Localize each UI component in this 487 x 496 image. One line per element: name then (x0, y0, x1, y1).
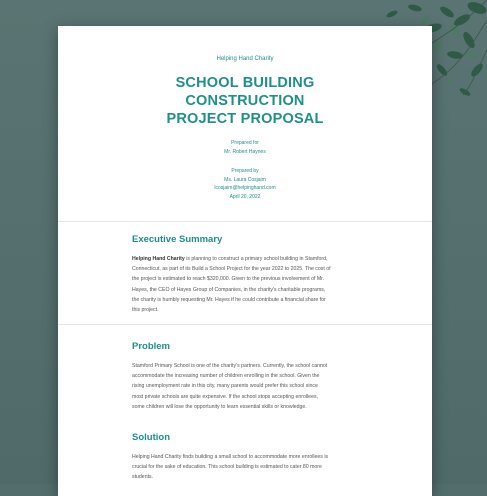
summary-line: this project. (132, 307, 159, 314)
cover-section (58, 26, 432, 221)
prepared-by-block (58, 167, 432, 201)
summary-line: is planning to construct a primary school building in Stamford, (184, 256, 328, 262)
problem-line: most private schools are quite expensive. If the school stops accepting enrollees, (132, 393, 318, 400)
summary-line: Connecticut, as part of its Build a School Project for the year 2022 to 2025. The cost of (132, 266, 331, 273)
problem-line: some children will lose the opportunity to learn essential skills or knowledge. (132, 403, 307, 410)
summary-line: the charity is humbly requesting Mr. Hayes if he could contribute a financial share for (132, 296, 326, 303)
prepared-by-email: lcosjaim@helpinghand.com (214, 185, 276, 191)
prepared-for-label: Prepared for (231, 140, 259, 146)
document-title (58, 74, 432, 128)
proposal-date: April 20, 2022 (229, 193, 261, 200)
title-line: SCHOOL BUILDING (175, 75, 315, 91)
organization-name: Helping Hand Charity (216, 56, 274, 62)
problem-line: accommodate the increasing number of children enrolling in the school. Given the (132, 373, 320, 380)
proposal-document (58, 26, 432, 496)
executive-summary-heading: Executive Summary (132, 234, 223, 245)
summary-line: the project is estimated to reach $320,000. Given to the previous involvement of Mr. (132, 276, 325, 283)
prepared-by-label: Prepared by (231, 168, 259, 174)
solution-line: students. (132, 474, 154, 481)
problem-heading: Problem (132, 341, 171, 352)
section-divider (58, 221, 432, 222)
title-line: CONSTRUCTION (185, 93, 305, 109)
executive-summary-text (132, 254, 354, 315)
solution-text (132, 452, 354, 483)
prepared-for-name: Mr. Robert Haynes (224, 148, 266, 155)
summary-line: Hayes, the CEO of Hayes Group of Companies, in the charity's charitable programs, (132, 286, 326, 293)
problem-text (132, 361, 354, 412)
problem-line: rising unemployment rate in this city, many parents would prefer this school since (132, 383, 318, 390)
title-line: PROJECT PROPOSAL (166, 111, 324, 127)
solution-line: Helping Hand Charity finds building a small school to accommodate more enrollees is (132, 454, 329, 460)
prepared-for-block (58, 139, 432, 156)
charity-name: Helping Hand Charity (132, 256, 185, 262)
prepared-by-name: Ms. Laura Cosjaim (224, 176, 266, 183)
solution-line: crucial for the sake of education. This school building is estimated to cater 80 more (132, 464, 322, 471)
section-divider (58, 324, 432, 325)
problem-line: Stamford Primary School is one of the charity's partners. Currently, the school cannot (132, 363, 328, 369)
solution-heading: Solution (132, 432, 170, 443)
